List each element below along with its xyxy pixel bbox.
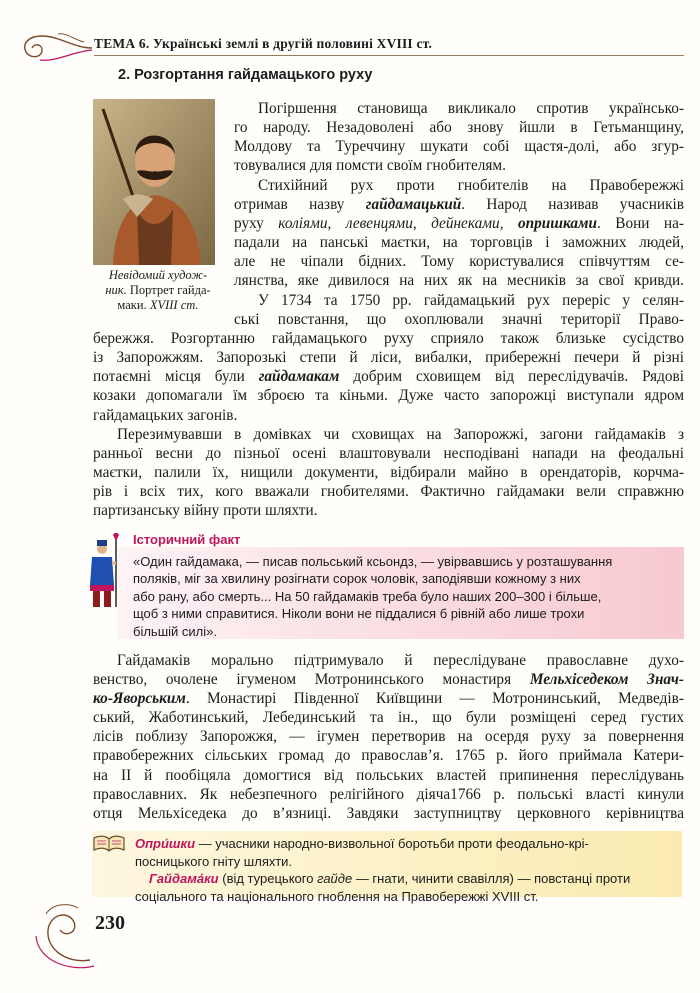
text-line: православних. Як небезпечного релігійного діяча1766 р. польські власті кинули (93, 785, 684, 803)
caption-line-1: Невідомий худож- (108, 268, 208, 282)
text-line: У 1734 та 1750 рр. гайдамацький рух переріс у селян- (258, 292, 684, 309)
text-line: козаки допомагали їм зброєю та кіньми. Дуже часто запорожці виступали ядром (93, 387, 684, 405)
text-line: Молдову та Туреччину шукати собі щастя-долі, або згур- (234, 138, 684, 156)
text-line: посницького гніту шляхти. (135, 853, 293, 869)
text-line: Стихійний рух проти гнобителів на Правобережжі (258, 177, 684, 194)
text-line: отця Мельхіседека до в’язниці. Завдяки заступництву церковного керівництва (93, 804, 684, 822)
quote-line: «Один гайдамака, — писав польський ксьондз, — увірвавшись у розташування (133, 554, 613, 569)
text-line: партизанську війну проти шляхти. (93, 502, 318, 520)
paragraph-1 (234, 99, 684, 175)
text-line: лісів поблизу Запорожжя, — ігумен перетворив на осердя руху за повернення (93, 728, 684, 746)
text-line: падали на панські маєтки, на торговців і заможних людей, (234, 234, 684, 252)
quote-line: більшій силі». (133, 623, 217, 639)
text-line: лянства, яке дивилося на них як на месників за свої кривди. (234, 272, 684, 290)
text-line: рів і всіх тих, кого вважали гнобителями. Фактично гайдамаки вели справжню (93, 483, 684, 501)
text-line: го народу. Незадоволені або знову йшли в Гетьманщину, (234, 119, 684, 137)
text-line: на II й пообіцяла домогтися від польських властей припинення переслідувань (93, 766, 684, 784)
historical-fact-quote (133, 553, 678, 640)
quote-line: або рану, або смерть... На 50 гайдамаків треба було наших 200–300 і більше, (133, 588, 602, 604)
text-line: соціального та національного гноблення на Правобережжі XVIII ст. (135, 888, 539, 904)
text-line: гайдамацьких загонів. (93, 406, 238, 424)
ornament-swirl-bottom (28, 900, 98, 972)
paragraph-4 (93, 425, 684, 520)
caption-line-2-italic: ник. (105, 283, 127, 297)
text-line: але не чіпали бідних. Тому користувалися співчуттям се- (234, 253, 684, 271)
glossary-entry-opryshky: Опри́шки — учасники народно-визвольної боротьби проти феодально-крі- (135, 836, 589, 851)
paragraph-2 (234, 176, 684, 291)
text-line: маєтки, палили їх, нищили документи, відбирали майно в орендаторів, корчма- (93, 464, 684, 482)
running-header (94, 36, 684, 56)
text-line: отримав назву гайдамацький. Народ називав учасників (234, 196, 684, 214)
glossary-entry-haidamaky: Гайдама́ки (від турецького гайде — гнати, чинити свавілля) — повстанці проти (149, 871, 631, 886)
ornament-swirl-top (14, 28, 94, 68)
text-line: ранньої весни до пізньої осені влаштовували несподівані напади на феодальні (93, 445, 684, 463)
caption-line-3: маки. (117, 298, 150, 312)
section-title: 2. Розгортання гайдамацького руху (118, 67, 373, 83)
text-line: із Запорожжям. Запорозькі степи й ліси, вибалки, прибережні печери й різні (93, 349, 684, 367)
glossary-term: Опри́шки (135, 836, 196, 851)
quote-line: поляків, міг за хвилину розігнати сорок чоловік, заподіявши кожному з них (133, 571, 581, 587)
glossary-text (135, 835, 675, 905)
term-haidamatskyi: гайдамацький (365, 196, 462, 214)
glossary-term: Гайдама́ки (149, 871, 219, 886)
term-opryshky: опришками (517, 215, 598, 233)
term-leventsi: левенцями (345, 215, 413, 233)
term-deinekы: дейнеками (431, 215, 500, 233)
open-book-icon (92, 834, 126, 852)
header-title: Українські землі в другій половині XVIII ст. (152, 36, 433, 51)
text-line: ський, Жаботинський, Лебединський та ін., що були розміщені серед густих (93, 709, 684, 727)
text-line: ко-Яворським. Монастирі Південної Київщини — Мотронинський, Медведів- (93, 690, 684, 708)
haidamaka-portrait-image (93, 99, 215, 265)
text-line: венство, очолене ігуменом Мотронинського монастиря Мельхіседеком Знач- (93, 671, 685, 689)
paragraph-3 (93, 291, 684, 425)
header-rule (94, 55, 684, 56)
text-line: Погіршення становища викликало спротив українсько- (258, 100, 684, 117)
text-line: потаємні місця були гайдамакам добрим сховищем від переслідувачів. Рядові (93, 368, 684, 386)
text-line: бережжя. Розгортанню гайдамацького руху сприяло також близьке сусідство (93, 330, 684, 348)
page-number: 230 (95, 912, 125, 934)
paragraph-5 (93, 651, 684, 823)
text-line: Перезимувавши в домівках чи сховищах на Запорожжі, загони гайдамаків з (117, 426, 684, 443)
text-line: руху коліями, левенцями, дейнеками, опришками. Вони на- (234, 215, 684, 233)
text-line: товувалися для помсти своїм гнобителям. (234, 157, 506, 175)
header-prefix: ТЕМА 6. (94, 36, 150, 51)
text-line: Гайдамаків морально підтримувало й переслідуване православне духо- (117, 652, 684, 669)
term-znachko-yavorskyi: ко-Яворським (93, 690, 186, 708)
term-haidamakam: гайдамакам (258, 368, 340, 386)
quote-line: щоб з ними справитися. Ніколи вони не піддалися б рівній або лише трохи (133, 606, 585, 622)
text-line: ські повстання, що охоплювали значні території Право- (234, 311, 684, 329)
historical-fact-title: Історичний факт (133, 532, 241, 547)
caption-line-3-italic: XVIII ст. (149, 298, 199, 312)
term-koliyi: коліями (278, 215, 328, 233)
caption-line-2: Портрет гайда- (126, 283, 211, 297)
text-line: правобережних сільських громад до православ’я. 1765 р. його приймала Катери- (93, 747, 684, 765)
term-melkhisedek: Мельхіседеком Знач- (529, 671, 685, 689)
